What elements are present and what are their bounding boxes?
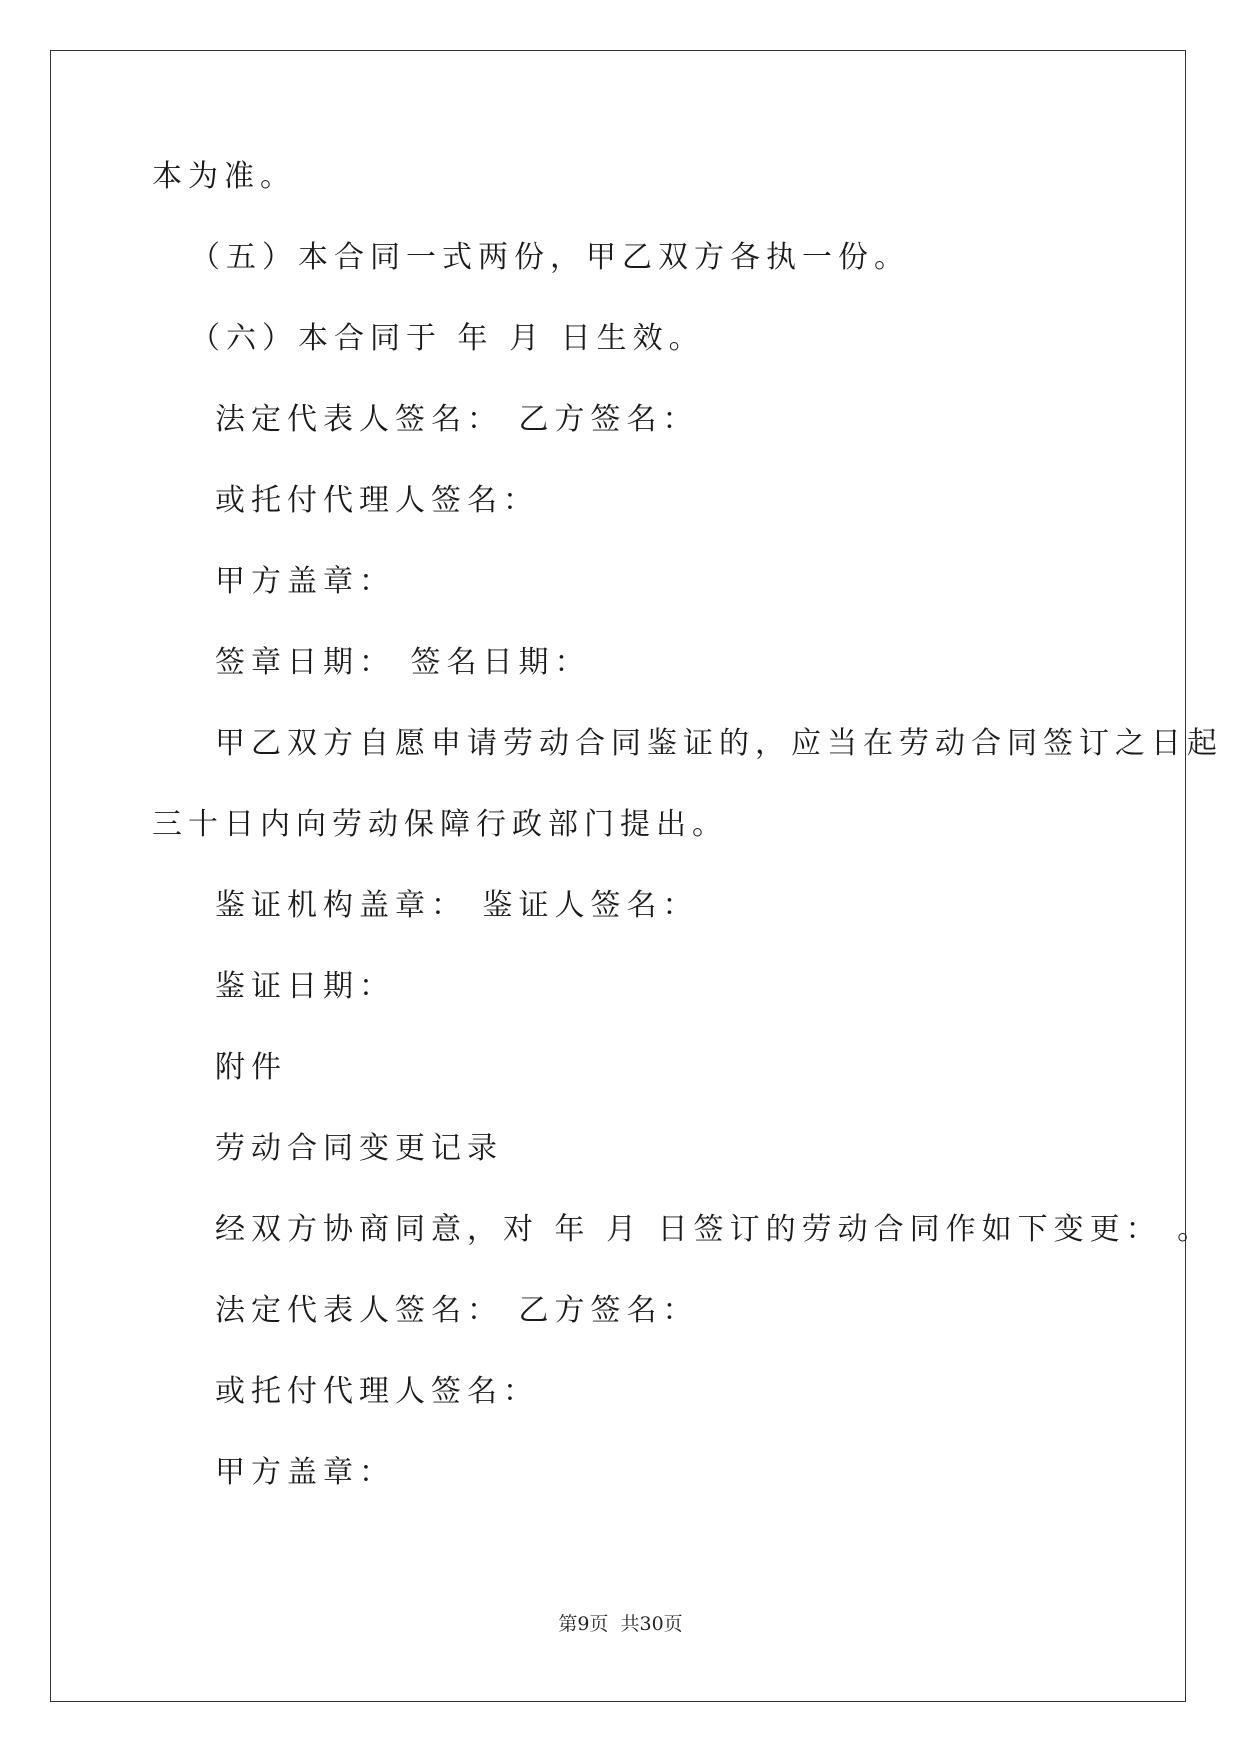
text-line-continuation: 本为准。 (152, 159, 296, 194)
agent-signature-2: 或托付代理人签名： (215, 1374, 539, 1409)
attachment-heading: 附件 (215, 1050, 287, 1085)
verification-paragraph-cont: 三十日内向劳动保障行政部门提出。 (152, 807, 728, 842)
legal-representative-signature: 法定代表人签名： 乙方签名： (215, 402, 699, 437)
party-a-seal: 甲方盖章： (215, 564, 395, 599)
clause-six: （六）本合同于 年 月 日生效。 (190, 321, 705, 356)
verification-paragraph: 甲乙双方自愿申请劳动合同鉴证的，应当在劳动合同签订之日起 (215, 726, 1223, 761)
verification-date: 鉴证日期： (215, 969, 395, 1004)
page-number: 第9页 共30页 (558, 1613, 683, 1635)
agent-signature: 或托付代理人签名： (215, 483, 539, 518)
verification-seal-signature: 鉴证机构盖章： 鉴证人签名： (215, 888, 699, 923)
change-agreement: 经双方协商同意，对 年 月 日签订的劳动合同作如下变更： 。 (215, 1212, 1214, 1247)
seal-sign-dates: 签章日期： 签名日期： (215, 645, 591, 680)
party-a-seal-2: 甲方盖章： (215, 1455, 395, 1490)
legal-representative-signature-2: 法定代表人签名： 乙方签名： (215, 1293, 699, 1328)
clause-five: （五）本合同一式两份，甲乙双方各执一份。 (190, 240, 910, 275)
change-record-title: 劳动合同变更记录 (215, 1131, 503, 1166)
